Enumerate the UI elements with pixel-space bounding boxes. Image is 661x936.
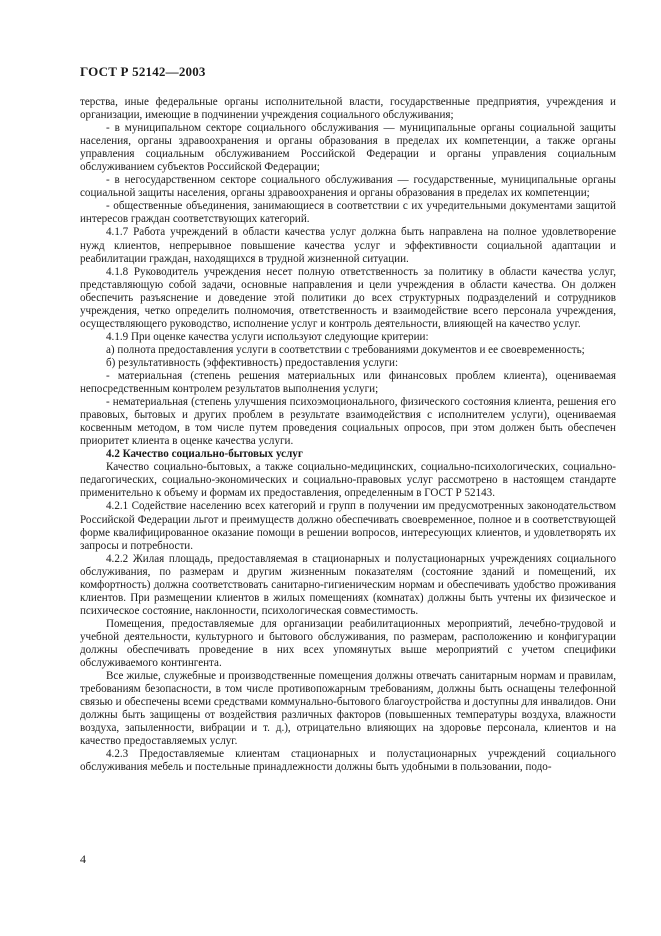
page-number: 4 [80, 852, 86, 866]
section-4-2-intro: Качество социально-бытовых, а также социально-медицинских, социально-психологических, социально-педагогических, социально-экономических и социально-правовых услуг рассмотрено в настоящем стандарте применительно к объему и формам их предоставления, определенным в ГОСТ Р 52143. [80, 461, 616, 500]
paragraph-continuation: терства, иные федеральные органы исполнительной власти, государственные предприятия, учреждения и организации, имеющие в подчинении учреждения социального обслуживания; [80, 96, 616, 122]
document-body [80, 96, 616, 774]
clause-4-2-1: 4.2.1 Содействие населению всех категорий и групп в получении им предусмотренных законодательством Российской Федерации льгот и преимуществ должно обеспечивать своевременное, полное и в соответствующей форме квалифицированное оказание помощи в решении вопросов, интересующих клиентов, и удовлетворять их запросы и потребности. [80, 500, 616, 552]
clause-4-2-3: 4.2.3 Предоставляемые клиентам стационарных и полустационарных учреждений социального обслуживания мебель и постельные принадлежности должны быть удобными в пользовании, подо- [80, 748, 616, 774]
paragraph-requirements: Все жилые, служебные и производственные помещения должны отвечать санитарным нормам и правилам, требованиям безопасности, в том числе противопожарным требованиям, должны быть оснащены телефонной связью и обеспечены всеми средствами коммунально-бытового благоустройства и доступны для инвалидов. Они должны быть защищены от воздействия различных факторов (повышенных температуры воздуха, влажности воздуха, запыленности, вибрации и т. д.), отрицательно влияющих на здоровье персонала, клиентов и на качество предоставляемых услуг. [80, 670, 616, 748]
criterion-a: а) полнота предоставления услуги в соответствии с требованиями документов и ее своевременность; [106, 343, 585, 356]
clause-4-1-7: 4.1.7 Работа учреждений в области качества услуг должна быть направлена на полное удовлетворение нужд клиентов, непрерывное повышение качества услуг и эффективности социальной адаптации и реабилитации граждан, находящихся в трудной жизненной ситуации. [80, 226, 616, 265]
criterion-b-nonmaterial: - нематериальная (степень улучшения психоэмоционального, физического состояния клиента, решения его правовых, бытовых и других проблем в результате взаимодействия с исполнителем услуги), оцениваемая косвенным методом, в том числе путем проведения социальных опросов, при этом должен быть обеспечен приоритет клиента в оценке качества услуги. [80, 396, 616, 448]
section-heading-4-2: 4.2 Качество социально-бытовых услуг [106, 448, 303, 461]
clause-4-2-2: 4.2.2 Жилая площадь, предоставляемая в стационарных и полустационарных учреждениях социального обслуживания, по размерам и другим жизненным показателям (состояние зданий и помещений, их комфортность) должна соответствовать санитарно-гигиеническим нормам и обеспечивать удобство проживания клиентов. При размещении клиентов в жилых помещениях (комнатах) должны быть учтены их физическое и психическое состояние, наклонности, психологическая совместимость. [80, 552, 616, 617]
list-item-public: - общественные объединения, занимающиеся в соответствии с их учредительными документами защитой интересов граждан соответствующих категорий. [80, 200, 616, 226]
clause-4-1-8: 4.1.8 Руководитель учреждения несет полную ответственность за политику в области качества услуг, представляющую собой задачи, основные направления и цели учреждения в области качества. Он должен обеспечить разъяснение и доведение этой политики до всех структурных подразделений и сотрудников учреждения, четко определить полномочия, ответственность и взаимодействие всего персонала учреждения, осуществляющего руководство, исполнение услуг и контроль деятельности, влияющей на качество услуг. [80, 265, 616, 330]
clause-4-1-9: 4.1.9 При оценке качества услуги используют следующие критерии: [106, 330, 429, 343]
paragraph-premises: Помещения, предоставляемые для организации реабилитационных мероприятий, лечебно-трудовой и учебной деятельности, культурного и бытового обслуживания, по размерам, расположению и конфигурации должны обеспечивать проведение в них всех упомянутых выше мероприятий с учетом специфики обслуживаемого контингента. [80, 617, 616, 670]
list-item-municipal: - в муниципальном секторе социального обслуживания — муниципальные органы социальной защиты населения, органы здравоохранения и органы образования в пределах их компетенции, а также органы управления социальным обслуживанием Российской Федерации и органы управления социальным обслуживанием субъектов Российской Федерации; [80, 122, 616, 174]
criterion-b: б) результативность (эффективность) предоставления услуги: [106, 356, 399, 369]
criterion-b-material: - материальная (степень решения материальных или финансовых проблем клиента), оцениваемая непосредственным контролем результатов выполнения услуги; [80, 369, 616, 396]
list-item-nongovernmental: - в негосударственном секторе социального обслуживания — государственные, муниципальные органы социальной защиты населения, органы здравоохранения и органы образования в пределах их компетенции; [80, 174, 616, 200]
document-header: ГОСТ Р 52142—2003 [80, 64, 206, 79]
